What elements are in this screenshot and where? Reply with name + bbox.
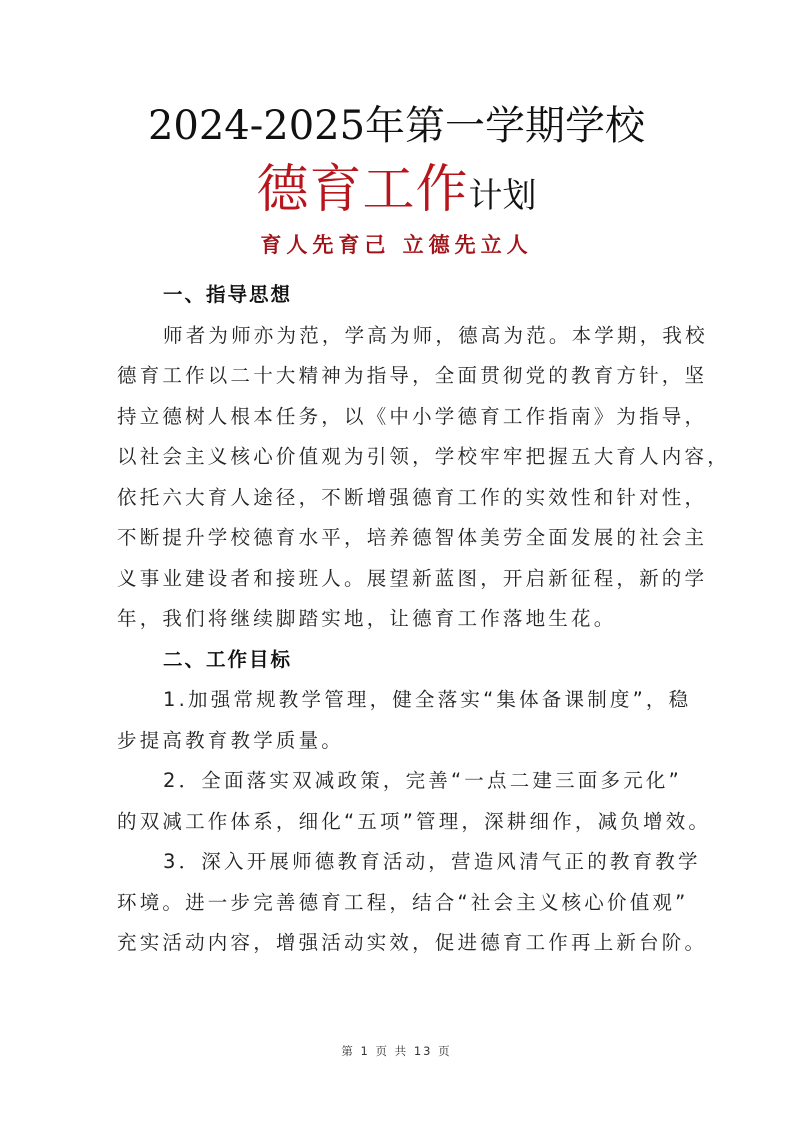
paragraph [117, 316, 730, 640]
text-line: 的双减工作体系，细化“五项”管理，深耕细作，减负增效。 [117, 809, 712, 833]
text-line: 充实活动内容，增强活动实效，促进德育工作再上新台阶。 [117, 931, 708, 954]
section-heading: 二、工作目标 [163, 647, 293, 671]
document-body [117, 275, 730, 964]
text-line: 德育工作以二十大精神为指导，全面贯彻党的教育方针，坚 [117, 364, 708, 387]
document-subtitle [0, 157, 793, 235]
text-line: 师者为师亦为范，学高为师，德高为范。本学期，我校 [163, 323, 708, 347]
title-black-part: 计划 [468, 176, 537, 216]
motto: 育人先育己 立德先立人 [260, 232, 533, 257]
text-line: 2．全面落实双减政策，完善“一点二建三面多元化” [163, 769, 682, 792]
text-line: 持立德树人根本任务，以《中小学德育工作指南》为指导， [117, 404, 708, 428]
text-line: 年，我们将继续脚踏实地，让德育工作落地生花。 [117, 607, 617, 630]
text-line: 3．深入开展师德教育活动，营造风清气正的教育教学 [163, 850, 701, 873]
text-line: 以社会主义核心价值观为引领，学校牢牢把握五大育人内容， [117, 445, 730, 468]
title-red-part: 德育工作 [256, 160, 469, 220]
paragraph-goal-1 [117, 680, 692, 761]
section-guiding-ideology [117, 275, 730, 640]
section-heading: 一、指导思想 [163, 283, 293, 306]
text-line: 义事业建设者和接班人。展望新蓝图，开启新征程，新的学 [117, 566, 708, 590]
text-line: 不断提升学校德育水平，培养德智体美劳全面发展的社会主 [117, 526, 708, 549]
document-title: 2024-2025年第一学期学校 [147, 103, 646, 149]
text-line: 1.加强常规教学管理，健全落实“集体备课制度”，稳 [163, 688, 692, 711]
paragraph-goal-2 [117, 761, 712, 842]
section-work-goals [117, 640, 712, 964]
text-line: 依托六大育人途径，不断增强德育工作的实效性和针对性， [117, 485, 708, 509]
page-footer: 第 1 页 共 13 页 [341, 1044, 452, 1058]
text-line: 环境。进一步完善德育工程，结合“社会主义核心价值观” [117, 890, 689, 914]
paragraph-goal-3 [117, 842, 708, 964]
text-line: 步提高教育教学质量。 [117, 728, 345, 752]
